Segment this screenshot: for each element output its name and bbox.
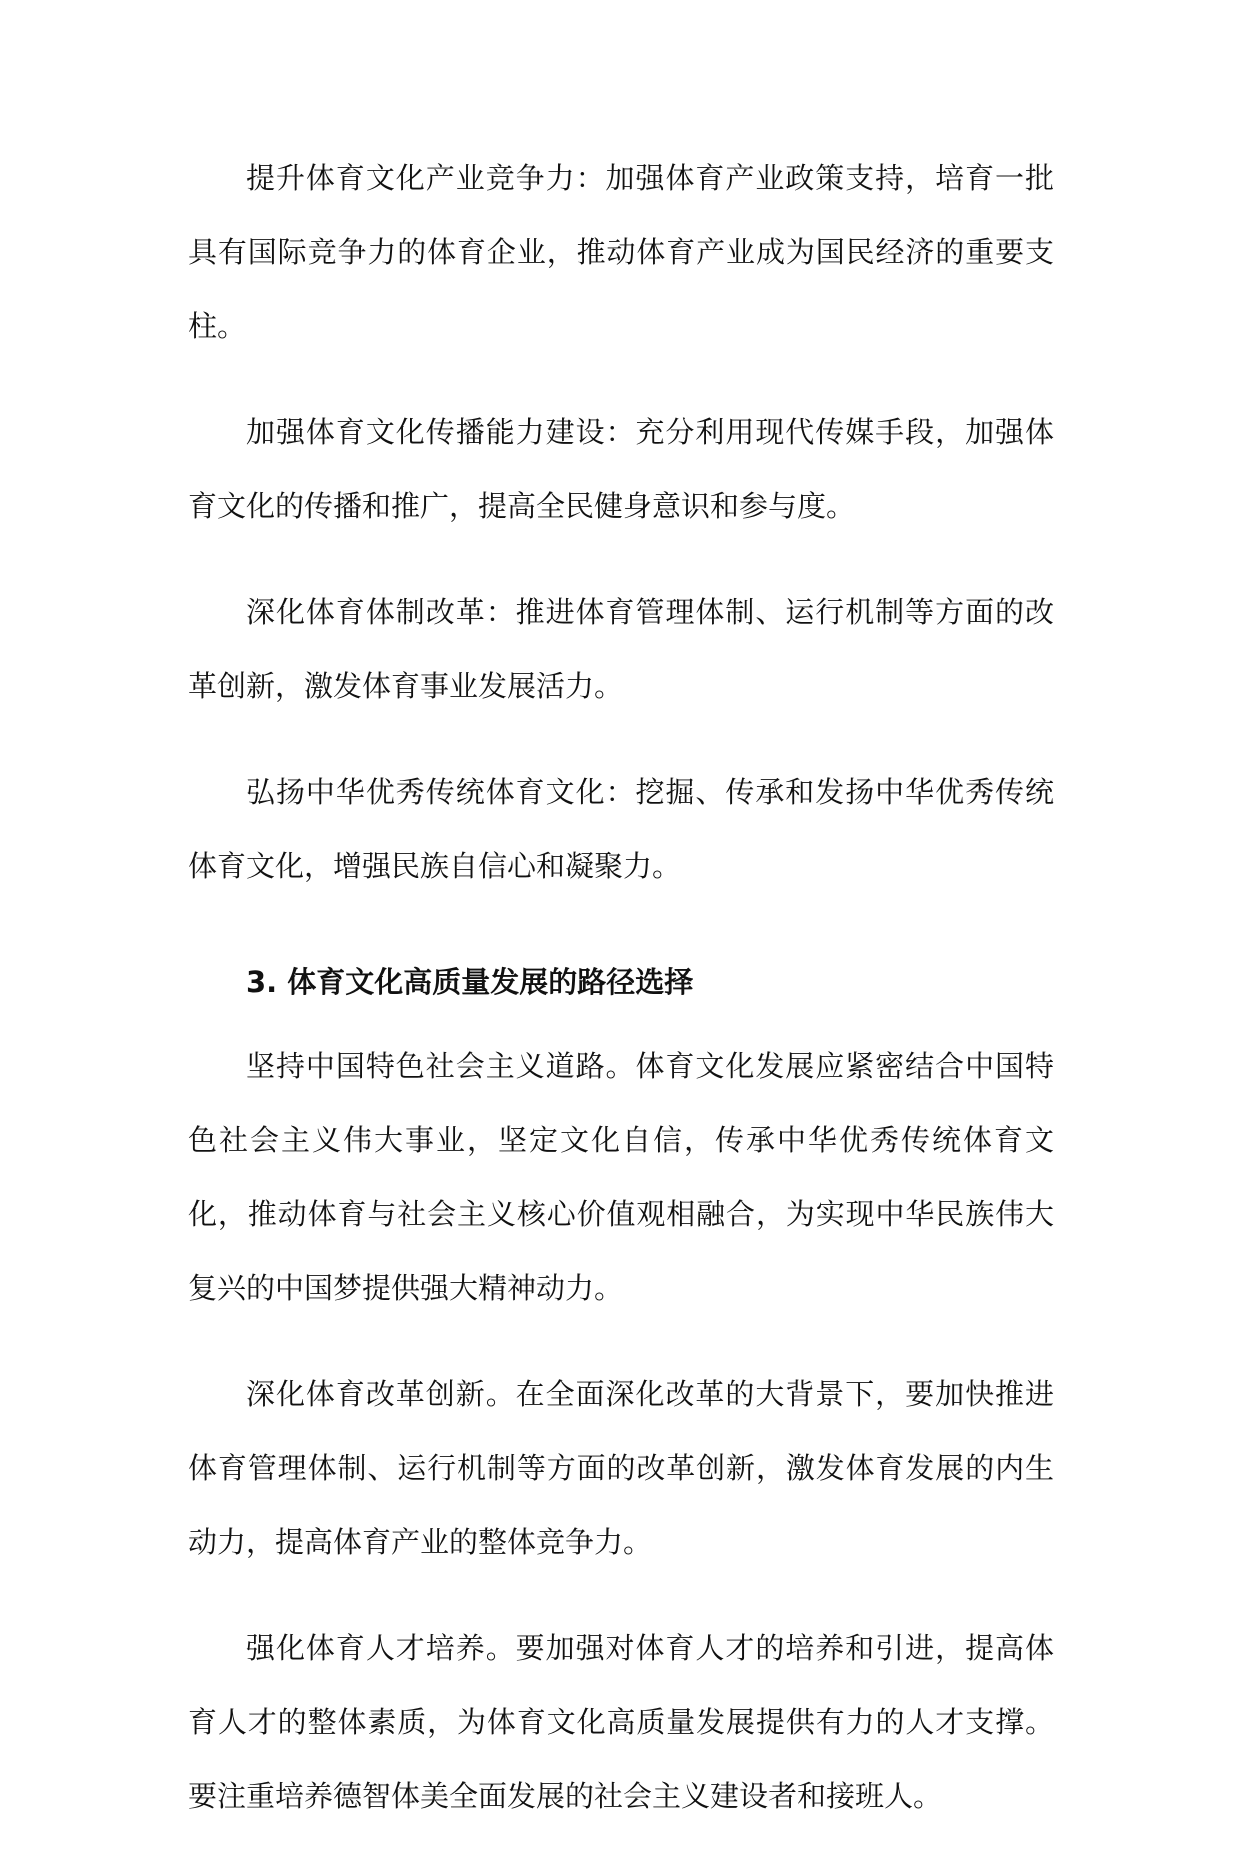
paragraph-communication-capacity: 加强体育文化传播能力建设：充分利用现代传媒手段，加强体育文化的传播和推广，提高全民健身意识和参与度。 bbox=[188, 415, 1054, 523]
document-body bbox=[188, 141, 1054, 1865]
paragraph-socialist-road: 坚持中国特色社会主义道路。体育文化发展应紧密结合中国特色社会主义伟大事业，坚定文化自信，传承中华优秀传统体育文化，推动体育与社会主义核心价值观相融合，为实现中华民族伟大复兴的中国梦提供强大精神动力。 bbox=[188, 1049, 1054, 1305]
paragraph-system-reform: 深化体育体制改革：推进体育管理体制、运行机制等方面的改革创新，激发体育事业发展活力。 bbox=[188, 595, 1054, 703]
paragraph-traditional-culture: 弘扬中华优秀传统体育文化：挖掘、传承和发扬中华优秀传统体育文化，增强民族自信心和凝聚力。 bbox=[188, 775, 1054, 883]
paragraph-talent-training: 强化体育人才培养。要加强对体育人才的培养和引进，提高体育人才的整体素质，为体育文化高质量发展提供有力的人才支撑。要注重培养德智体美全面发展的社会主义建设者和接班人。 bbox=[188, 1631, 1054, 1813]
paragraph-industry-competitiveness: 提升体育文化产业竞争力：加强体育产业政策支持，培育一批具有国际竞争力的体育企业，推动体育产业成为国民经济的重要支柱。 bbox=[188, 161, 1054, 343]
section-heading: 3. 体育文化高质量发展的路径选择 bbox=[246, 965, 694, 999]
paragraph-reform-innovation: 深化体育改革创新。在全面深化改革的大背景下，要加快推进体育管理体制、运行机制等方面的改革创新，激发体育发展的内生动力，提高体育产业的整体竞争力。 bbox=[188, 1377, 1054, 1559]
